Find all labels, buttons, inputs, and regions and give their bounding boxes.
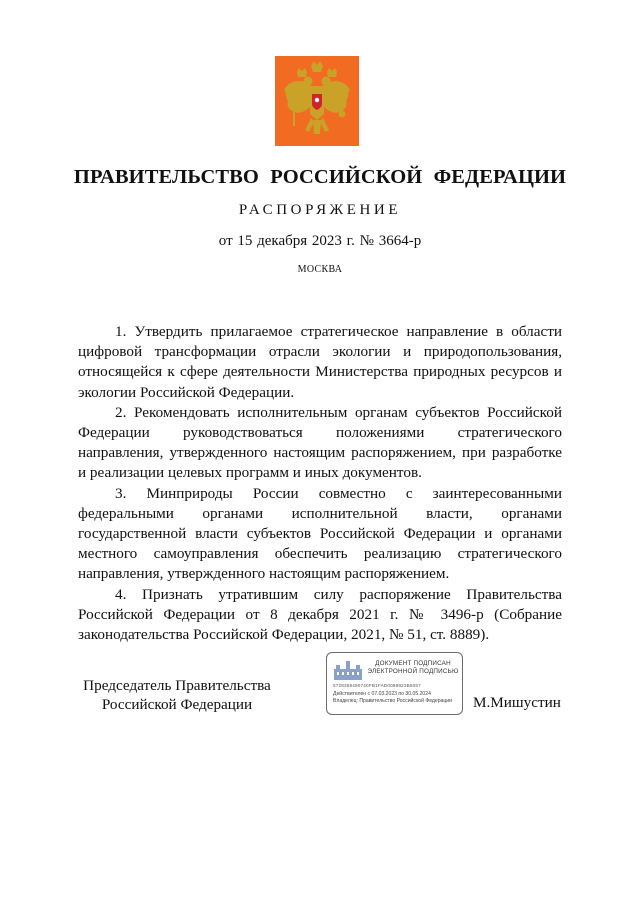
paragraph-3: 3. Минприроды России совместно с заинтересованными федеральными органами исполнительной власти, органами государственной власти субъектов Российской Федерации и органами местного самоуправления обеспечить реализацию стратегического направления, утвержденного настоящим распоряжением. <box>78 484 562 583</box>
paragraph-2: 2. Рекомендовать исполнительным органам субъектов Российской Федерации руководствоваться положениями стратегического направления, утвержденного настоящим распоряжением, при разработке и реализации целевых программ и иных документов. <box>78 403 562 482</box>
stamp-validity: Действителен с 07.03.2023 по 30.05.2024 <box>333 691 431 697</box>
document-city: МОСКВА <box>297 264 343 275</box>
signatory-name: М.Мишустин <box>473 694 561 711</box>
document-type: РАСПОРЯЖЕНИЕ <box>238 202 402 218</box>
signatory-position-line-2: Российской Федерации <box>101 696 253 713</box>
stamp-details <box>333 691 461 704</box>
stamp-title <box>367 660 459 675</box>
stamp-title-line-2: ЭЛЕКТРОННОЙ ПОДПИСЬЮ <box>367 667 459 675</box>
stamp-title-line-1: ДОКУМЕНТ ПОДПИСАН <box>375 660 451 667</box>
paragraph-1: 1. Утвердить прилагаемое стратегическое направление в области цифровой трансформации отрасли экологии и природопользования, относящейся к сфере деятельности Министерства природных ресурсов и экологии Российской Федерации. <box>78 323 562 401</box>
paragraph-4: 4. Признать утратившим силу распоряжение Правительства Российской Федерации от 8 декабря 2021 г. № 3496-р (Собрание законодательства Российской Федерации, 2021, № 51, ст. 8889). <box>78 585 562 644</box>
government-title: ПРАВИТЕЛЬСТВО РОССИЙСКОЙ ФЕДЕРАЦИИ <box>73 166 567 188</box>
electronic-signature-stamp <box>326 652 463 715</box>
kremlin-building-icon <box>333 659 363 681</box>
coat-of-arms-icon <box>275 56 359 146</box>
stamp-owner: Владелец: Правительство Российской Федерации <box>333 697 453 704</box>
document-body <box>78 322 562 645</box>
document-dateline: от 15 декабря 2023 г. № 3664-р <box>218 233 422 249</box>
signatory-position-line-1: Председатель Правительства <box>83 677 271 694</box>
signatory-position <box>72 676 282 714</box>
stamp-certificate: 5728358490740FB1FAD0088923B5057 <box>333 683 421 688</box>
